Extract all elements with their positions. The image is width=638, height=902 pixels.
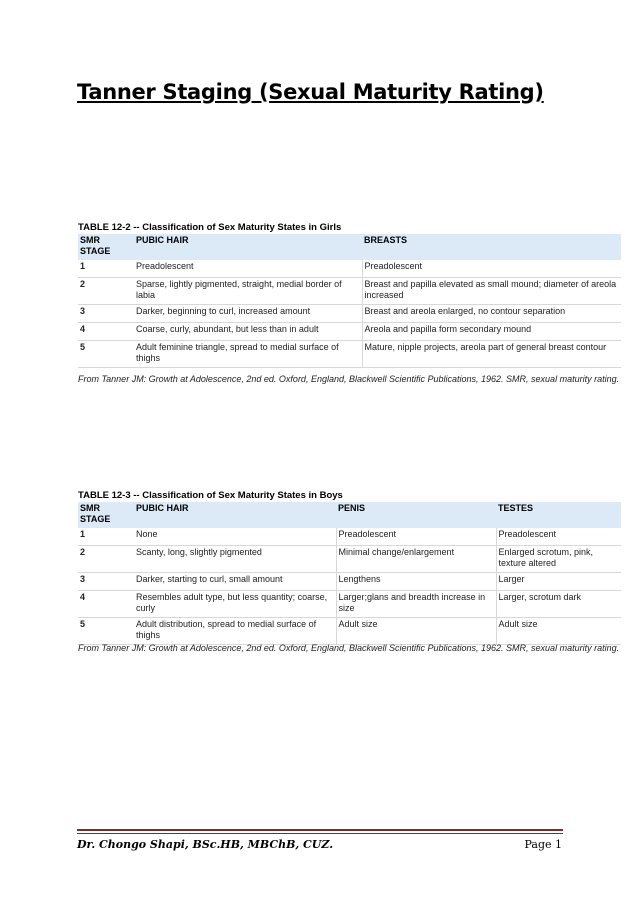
penis-cell: Adult size	[336, 618, 496, 645]
table-row	[78, 305, 621, 323]
header-label: SMR STAGE	[80, 503, 111, 524]
pubic-hair-cell: Scanty, long, slightly pigmented	[134, 546, 336, 573]
girls-smr-table	[78, 234, 621, 368]
stage-cell: 2	[78, 278, 134, 305]
pubic-hair-cell: Coarse, curly, abundant, but less than in adult	[134, 323, 362, 341]
breasts-cell: Areola and papilla form secondary mound	[362, 323, 621, 341]
stage-cell: 3	[78, 573, 134, 591]
pubic-hair-cell: Preadolescent	[134, 260, 362, 278]
pubic-hair-cell: Adult feminine triangle, spread to medial surface of thighs	[134, 341, 362, 368]
stage-cell: 5	[78, 618, 134, 645]
table-row	[78, 528, 621, 546]
testes-cell: Preadolescent	[496, 528, 621, 546]
table-row	[78, 323, 621, 341]
penis-cell: Preadolescent	[336, 528, 496, 546]
header-label: BREASTS	[364, 235, 408, 245]
girls-table-source-note: From Tanner JM: Growth at Adolescence, 2nd ed. Oxford, England, Blackwell Scientific Publications, 1962. SMR, sexual maturity rating.	[78, 374, 620, 384]
header-smr-stage	[78, 502, 134, 528]
boys-table-source-note: From Tanner JM: Growth at Adolescence, 2nd ed. Oxford, England, Blackwell Scientific Publications, 1962. SMR, sexual maturity rating.	[78, 643, 620, 653]
pubic-hair-cell: Sparse, lightly pigmented, straight, medial border of labia	[134, 278, 362, 305]
table-row	[78, 260, 621, 278]
testes-cell: Larger	[496, 573, 621, 591]
footer-rule-thin	[77, 833, 563, 834]
page-number: Page 1	[524, 838, 562, 851]
penis-cell: Lengthens	[336, 573, 496, 591]
header-label: TESTES	[498, 503, 534, 513]
table-row	[78, 341, 621, 368]
header-label: PUBIC HAIR	[136, 503, 189, 513]
table-row	[78, 278, 621, 305]
penis-cell: Minimal change/enlargement	[336, 546, 496, 573]
boys-smr-table	[78, 502, 621, 645]
header-pubic-hair	[134, 502, 336, 528]
header-penis	[336, 502, 496, 528]
header-label: PENIS	[338, 503, 366, 513]
pubic-hair-cell: Adult distribution, spread to medial surface of thighs	[134, 618, 336, 645]
stage-cell: 5	[78, 341, 134, 368]
table-header-row	[78, 234, 621, 260]
breasts-cell: Preadolescent	[362, 260, 621, 278]
pubic-hair-cell: None	[134, 528, 336, 546]
table-row	[78, 546, 621, 573]
testes-cell: Adult size	[496, 618, 621, 645]
table-header-row	[78, 502, 621, 528]
header-label: SMR STAGE	[80, 235, 111, 256]
header-smr-stage	[78, 234, 134, 260]
header-breasts	[362, 234, 621, 260]
breasts-cell: Breast and papilla elevated as small mound; diameter of areola increased	[362, 278, 621, 305]
page-title: Tanner Staging (Sexual Maturity Rating)	[77, 80, 544, 104]
stage-cell: 2	[78, 546, 134, 573]
pubic-hair-cell: Resembles adult type, but less quantity; coarse, curly	[134, 591, 336, 618]
footer-author: Dr. Chongo Shapi, BSc.HB, MBChB, CUZ.	[77, 838, 334, 851]
stage-cell: 3	[78, 305, 134, 323]
pubic-hair-cell: Darker, starting to curl, small amount	[134, 573, 336, 591]
breasts-cell: Breast and areola enlarged, no contour separation	[362, 305, 621, 323]
stage-cell: 1	[78, 528, 134, 546]
boys-table-caption: TABLE 12-3 -- Classification of Sex Maturity States in Boys	[78, 490, 343, 501]
table-row	[78, 573, 621, 591]
header-label: PUBIC HAIR	[136, 235, 189, 245]
penis-cell: Larger;glans and breadth increase in size	[336, 591, 496, 618]
header-testes	[496, 502, 621, 528]
table-row	[78, 618, 621, 645]
girls-table-caption: TABLE 12-2 -- Classification of Sex Maturity States in Girls	[78, 222, 342, 233]
testes-cell: Enlarged scrotum, pink, texture altered	[496, 546, 621, 573]
pubic-hair-cell: Darker, beginning to curl, increased amount	[134, 305, 362, 323]
stage-cell: 4	[78, 323, 134, 341]
footer-rule	[77, 829, 563, 831]
table-row	[78, 591, 621, 618]
breasts-cell: Mature, nipple projects, areola part of general breast contour	[362, 341, 621, 368]
testes-cell: Larger, scrotum dark	[496, 591, 621, 618]
header-pubic-hair	[134, 234, 362, 260]
stage-cell: 4	[78, 591, 134, 618]
stage-cell: 1	[78, 260, 134, 278]
